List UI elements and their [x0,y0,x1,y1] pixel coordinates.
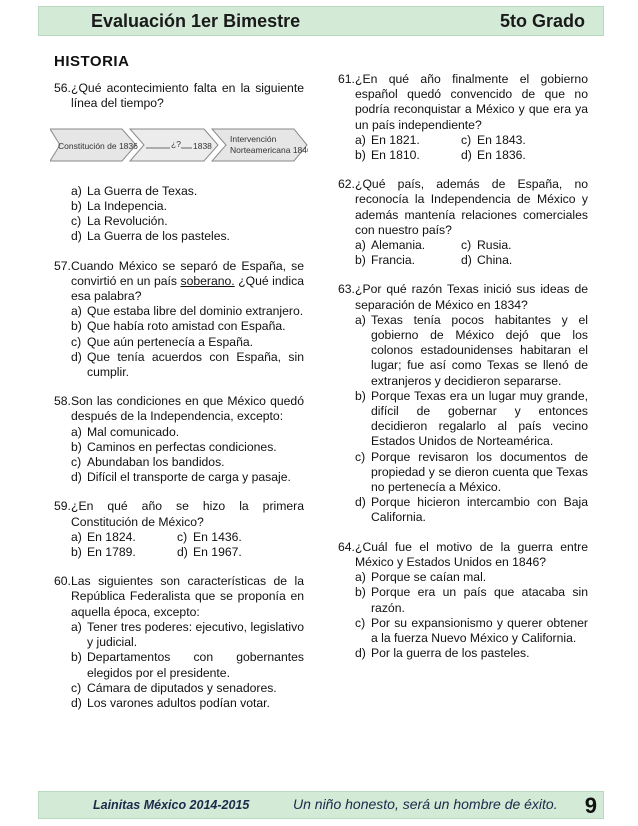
question-text: ¿Qué acontecimiento falta en la siguiente línea del tiempo? [71,81,304,111]
footer-motto: Un niño honesto, será un hombre de éxito. [293,796,558,812]
timeline-label-3b: Norteamericana 1846 [230,144,308,155]
option-a: a) Tener tres poderes: ejecutivo, legislativo y judicial. [71,619,304,650]
option-a: a) Texas tenía pocos habitantes y el gobierno de México dejó que los colonos estadounidenses habitaran el lugar; fue así como Texas se llenó de extranjeros y decidieron separarse. [355,312,588,388]
option-d: d) China. [461,253,513,268]
option-b: b) Que había roto amistad con España. [71,319,286,334]
option-c: c) Que aún pertenecía a España. [71,334,254,349]
question-text: ¿Qué país, además de España, no reconocía la Independencia de México y además mantenía relaciones comerciales con nuestro país? [355,177,588,237]
page-footer [38,791,604,819]
option-c: c) La Revolución. [71,214,168,229]
option-c: c) Abundaban los bandidos. [71,455,225,470]
option-b: b) La Indepencia. [71,199,167,214]
option-a: a) La Guerra de Texas. [71,183,198,198]
option-a: a) Mal comunicado. [71,424,180,439]
right-column [338,72,588,675]
option-c: c) Cámara de diputados y senadores. [71,680,277,695]
option-d: d) Por la guerra de los pasteles. [355,646,530,661]
option-b: b) Francia. [355,253,416,268]
question-58 [54,394,304,485]
question-61 [338,72,588,163]
question-number: 57. [54,258,71,273]
timeline-label-3a: Intervención [230,133,277,144]
option-a: a) En 1824. [71,529,136,544]
option-d: d) La Guerra de los pasteles. [71,229,230,244]
question-59 [54,499,304,560]
question-text: ¿En qué año se hizo la primera Constitución de México? [71,499,304,529]
option-b: b) Porque era un país que atacaba sin razón. [355,585,588,615]
page-header [38,6,604,36]
page-number: 9 [584,793,597,818]
header-title: Evaluación 1er Bimestre [91,11,301,31]
option-d: d) En 1967. [177,545,242,560]
header-grade: 5to Grado [499,11,585,31]
option-d: d) En 1836. [461,148,526,163]
question-text: Cuando México se separó de España, se convirtió en un país soberano. ¿Qué indica esa palabra? [71,258,304,304]
option-d: d) Que tenía acuerdos con España, sin cumplir. [71,349,304,380]
timeline-label-2a: ¿? [171,138,181,149]
option-c: c) En 1436. [177,529,242,544]
option-d: d) Porque hicieron intercambio con Baja California. [355,495,588,525]
timeline-label-2b: 1838 [193,140,212,151]
option-b: b) Caminos en perfectas condiciones. [71,439,277,454]
option-c: c) En 1843. [461,132,526,147]
question-text: ¿En qué año finalmente el gobierno español quedó convencido de que no podría reconquistar a México y que era ya un país independiente? [355,72,588,132]
question-text: Las siguientes son características de la República Federalista que se proponía en aquella época, excepto: [71,574,304,619]
left-column [54,53,308,725]
option-d: d) Los varones adultos podían votar. [71,695,270,710]
timeline-label-1: Constitución de 1836 [58,140,138,151]
question-number: 56. [54,81,71,96]
option-d: d) Difícil el transporte de carga y pasaje. [71,470,291,485]
option-c: c) Porque revisaron los documentos de propiedad y se dieron cuenta que Texas no pertenecía a México. [355,449,588,495]
option-c: c) Por su expansionismo y querer obtener a la fuerza Nuevo México y California. [355,615,588,645]
section-title: HISTORIA [54,53,130,70]
question-number: 62. [338,177,355,192]
option-b: b) Porque Texas era un lugar muy grande, difícil de gobernar y entonces decidieron regalarlo al país vecino Estados Unidos de Norteamérica. [355,388,588,449]
question-57 [54,259,304,381]
option-b: b) En 1810. [355,148,420,163]
footer-school: Lainitas México 2014-2015 [93,798,250,812]
question-number: 58. [54,394,71,409]
question-number: 63. [338,282,355,297]
option-b: b) Departamentos con gobernantes elegidos por el presidente. [71,650,304,680]
timeline-diagram [50,122,308,172]
option-a: a) Alemania. [355,238,426,253]
question-56 [54,81,308,244]
question-64 [338,540,588,662]
option-c: c) Rusia. [461,238,512,253]
question-text: Son las condiciones en que México quedó después de la Independencia, excepto: [71,394,304,424]
question-number: 59. [54,499,71,514]
question-text: ¿Por qué razón Texas inició sus ideas de separación de México en 1834? [355,282,588,312]
question-62 [338,177,588,268]
option-a: a) En 1821. [355,132,420,147]
underlined-word: soberano. [180,273,235,288]
option-a: a) Porque se caían mal. [355,570,487,585]
question-number: 60. [54,574,71,589]
question-number: 64. [338,539,355,554]
question-60 [54,574,304,711]
option-a: a) Que estaba libre del dominio extranjero. [71,304,304,319]
question-number: 61. [338,72,355,86]
question-text: ¿Cuál fue el motivo de la guerra entre México y Estados Unidos en 1846? [355,539,588,569]
question-63 [338,282,588,525]
option-b: b) En 1789. [71,545,136,560]
